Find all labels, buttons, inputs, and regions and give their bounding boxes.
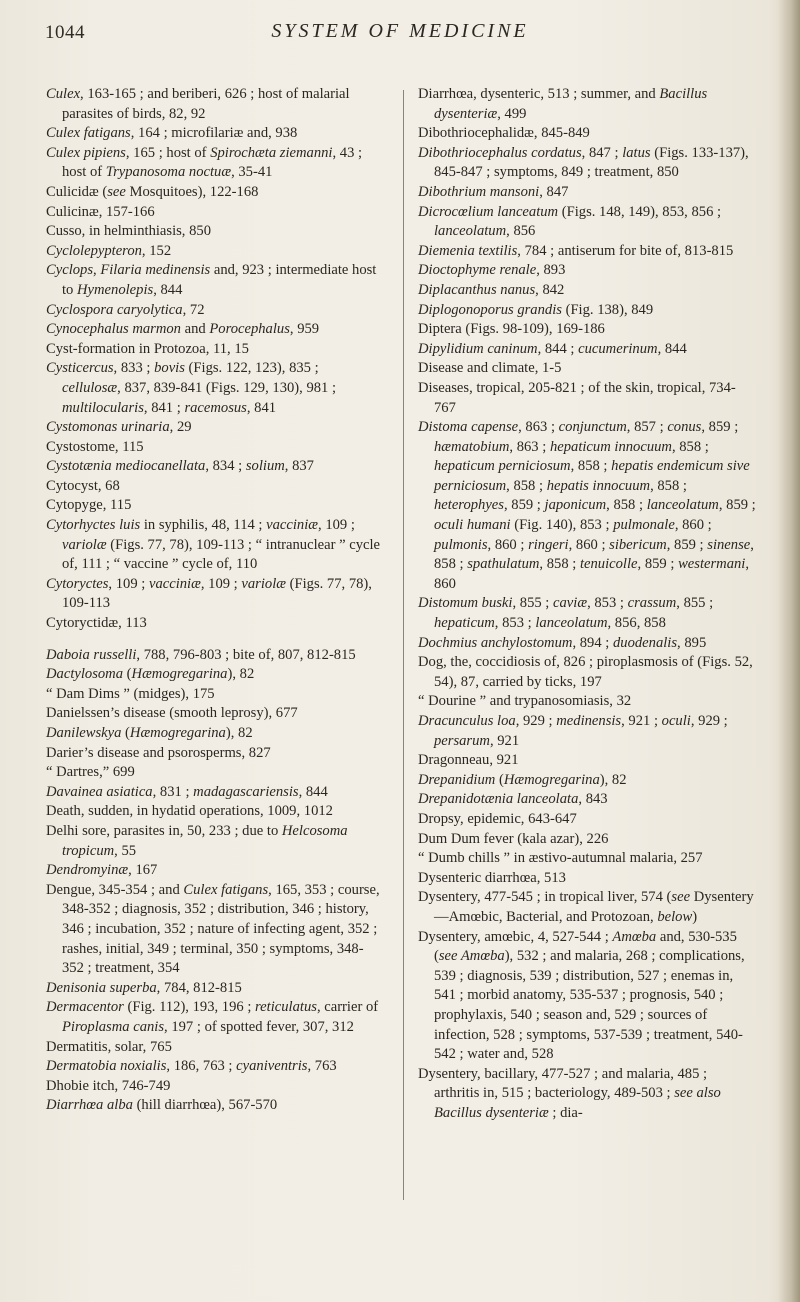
column-divider <box>403 90 404 1200</box>
index-entry: Diplacanthus nanus, 842 <box>418 281 565 298</box>
index-entry: Cyst-formation in Protozoa, 11, 15 <box>46 340 249 357</box>
index-entry: Diemenia textilis, 784 ; antiserum for bite of, 813-815 <box>418 242 734 259</box>
index-entry: Daboia russelli, 788, 796-803 ; bite of, 807, 812-815 <box>46 646 356 663</box>
index-entry: Cytoryctes, 109 ; vacciniæ, 109 ; variolæ (Figs. 77, 78), 109-113 <box>46 575 372 612</box>
index-entry: Cysticercus, 833 ; bovis (Figs. 122, 123), 835 ; cellulosæ, 837, 839-841 (Figs. 129, 130), 981 ; multilocularis, 841 ; racemosus, 841 <box>46 360 337 416</box>
index-column-left <box>46 85 380 1116</box>
index-entry: Dysenteric diarrhœa, 513 <box>418 869 566 886</box>
index-column-right <box>418 85 756 1123</box>
index-entry: Cystostome, 115 <box>46 438 144 455</box>
index-entry: Cystomonas urinaria, 29 <box>46 419 192 436</box>
index-entry: Dibothriocephalus cordatus, 847 ; latus (Figs. 133-137), 845-847 ; symptoms, 849 ; treatment, 850 <box>418 144 749 181</box>
index-entry: Drepanidium (Hæmogregarina), 82 <box>418 771 627 788</box>
index-entry: Culex pipiens, 165 ; host of Spirochæta ziemanni, 43 ; host of Trypanosoma noctuæ, 35-41 <box>46 144 363 181</box>
running-title: SYSTEM OF MEDICINE <box>271 20 529 42</box>
index-entry: Dermatitis, solar, 765 <box>46 1038 172 1055</box>
index-entry: Culex, 163-165 ; and beriberi, 626 ; host of malarial parasites of birds, 82, 92 <box>46 86 350 122</box>
index-entry: Dysentery, amœbic, 4, 527-544 ; Amœba and, 530-535 (see Amœba), 532 ; and malaria, 268 ; complications, 539 ; diagnosis, 539 ; distribution, 527 ; enemas in, 541 ; morbid anatomy, 535-537 ; prognosis, 540 ; prophylaxis, 540 ; season and, 529 ; sources of infection, 528 ; symptoms, 537-539 ; treatment, 540-542 ; water and, 528 <box>418 928 745 1063</box>
index-entry: Dipylidium caninum, 844 ; cucumerinum, 844 <box>418 340 687 357</box>
index-entry: Cyclops, Filaria medinensis and, 923 ; intermediate host to Hymenolepis, 844 <box>46 262 377 298</box>
page-edge-shadow <box>778 0 800 1302</box>
index-entry: Diarrhœa alba (hill diarrhœa), 567-570 <box>46 1097 278 1114</box>
index-entry: Dysentery, bacillary, 477-527 ; and malaria, 485 ; arthritis in, 515 ; bacteriology, 489-503 ; see also Bacillus dysenteriæ ; dia- <box>418 1065 721 1121</box>
index-entry: Cyclolepypteron, 152 <box>46 242 172 259</box>
index-entry: “ Dam Dims ” (midges), 175 <box>46 685 215 702</box>
index-entry: Dracunculus loa, 929 ; medinensis, 921 ; oculi, 929 ; persarum, 921 <box>418 713 728 749</box>
index-entry: Cynocephalus marmon and Porocephalus, 959 <box>46 321 320 338</box>
index-entry: Denisonia superba, 784, 812-815 <box>46 979 242 996</box>
index-entry: Davainea asiatica, 831 ; madagascariensis, 844 <box>46 783 328 800</box>
index-entry: Diptera (Figs. 98-109), 169-186 <box>418 321 605 338</box>
index-entry: Dropsy, epidemic, 643-647 <box>418 810 577 827</box>
index-entry: Culicinæ, 157-166 <box>46 203 155 220</box>
index-entry: Delhi sore, parasites in, 50, 233 ; due to Helcosoma tropicum, 55 <box>46 822 348 859</box>
index-entry: Culicidæ (see Mosquitoes), 122-168 <box>46 183 259 200</box>
index-entry: “ Dartres,” 699 <box>46 764 135 781</box>
index-entry: Dum Dum fever (kala azar), 226 <box>418 830 609 847</box>
index-entry: Diarrhœa, dysenteric, 513 ; summer, and Bacillus dysenteriæ, 499 <box>418 86 708 122</box>
index-entry: Dibothriocephalidæ, 845-849 <box>418 125 590 142</box>
index-entry: Diseases, tropical, 205-821 ; of the skin, tropical, 734-767 <box>418 379 736 416</box>
index-entry: Cyclospora caryolytica, 72 <box>46 301 205 318</box>
index-entry: Dog, the, coccidiosis of, 826 ; piroplasmosis of (Figs. 52, 54), 87, carried by ticks, 197 <box>418 654 753 690</box>
index-entry: Dermacentor (Fig. 112), 193, 196 ; reticulatus, carrier of Piroplasma canis, 197 ; of spotted fever, 307, 312 <box>46 999 379 1035</box>
index-entry: “ Dumb chills ” in æstivo-autumnal malaria, 257 <box>418 850 703 867</box>
index-entry: Cytorhyctes luis in syphilis, 48, 114 ; vacciniæ, 109 ; variolæ (Figs. 77, 78), 109-113 ; “ intranuclear ” cycle of, 111 ; “ vaccine ” cycle of, 110 <box>46 517 381 573</box>
index-entry: Culex fatigans, 164 ; microfilariæ and, 938 <box>46 125 298 142</box>
index-entry: Distomum buski, 855 ; caviæ, 853 ; crassum, 855 ; hepaticum, 853 ; lanceolatum, 856, 858 <box>418 595 714 632</box>
index-entry: Dengue, 345-354 ; and Culex fatigans, 165, 353 ; course, 348-352 ; diagnosis, 352 ; distribution, 346 ; history, 346 ; incubation, 352 ; nature of infecting agent, 352 ; rashes, initial, 349 ; terminal, 350 ; symptoms, 348-352 ; treatment, 354 <box>46 881 380 977</box>
index-entry: Dicrocœlium lanceatum (Figs. 148, 149), 853, 856 ; lanceolatum, 856 <box>418 203 722 240</box>
index-entry: Dermatobia noxialis, 186, 763 ; cyaniventris, 763 <box>46 1058 337 1075</box>
index-entry: Cytoryctidæ, 113 <box>46 615 147 632</box>
index-entry: Cystotænia mediocanellata, 834 ; solium, 837 <box>46 458 314 475</box>
index-entry: Dactylosoma (Hæmogregarina), 82 <box>46 666 255 683</box>
index-entry: “ Dourine ” and trypanosomiasis, 32 <box>418 693 632 710</box>
index-entry: Cusso, in helminthiasis, 850 <box>46 223 211 240</box>
index-entry: Death, sudden, in hydatid operations, 1009, 1012 <box>46 803 333 820</box>
index-entry: Dibothrium mansoni, 847 <box>418 183 569 200</box>
index-entry: Disease and climate, 1-5 <box>418 360 562 377</box>
index-entry: Danielssen’s disease (smooth leprosy), 677 <box>46 705 298 722</box>
index-entry: Darier’s disease and psorosperms, 827 <box>46 744 271 761</box>
index-entry: Danilewskya (Hæmogregarina), 82 <box>46 725 253 741</box>
index-entry: Dysentery, 477-545 ; in tropical liver, 574 (see Dysentery—Amœbic, Bacterial, and Protozoan, below) <box>418 889 754 925</box>
index-entry: Diplogonoporus grandis (Fig. 138), 849 <box>418 301 654 318</box>
index-entry: Dhobie itch, 746-749 <box>46 1077 171 1094</box>
index-entry: Dioctophyme renale, 893 <box>418 262 566 279</box>
index-entry: Distoma capense, 863 ; conjunctum, 857 ; conus, 859 ; hæmatobium, 863 ; hepaticum innocuum, 858 ; hepaticum perniciosum, 858 ; hepatis endemicum sive perniciosum, 858 ; hepatis innocuum, 858 ; heterophyes, 859 ; japonicum, 858 ; lanceolatum, 859 ; oculi humani (Fig. 140), 853 ; pulmonale, 860 ; pulmonis, 860 ; ringeri, 860 ; sibericum, 859 ; sinense, 858 ; spathulatum, 858 ; tenuicolle, 859 ; westermani, 860 <box>418 419 756 592</box>
page-number: 1044 <box>45 22 85 43</box>
index-entry: Drepanidotænia lanceolata, 843 <box>418 791 608 808</box>
index-entry: Dragonneau, 921 <box>418 752 519 769</box>
index-entry: Dendromyinæ, 167 <box>46 862 158 879</box>
index-entry: Cytopyge, 115 <box>46 497 132 514</box>
index-entry: Dochmius anchylostomum, 894 ; duodenalis, 895 <box>418 634 707 651</box>
index-entry: Cytocyst, 68 <box>46 477 120 494</box>
